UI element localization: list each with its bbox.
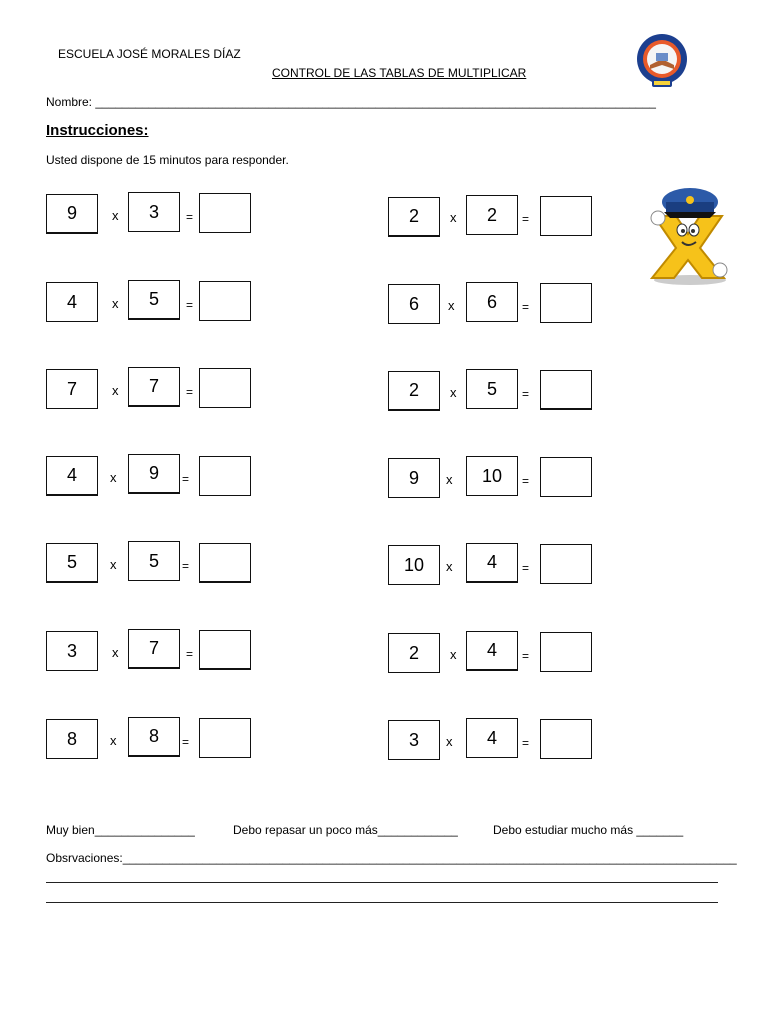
times-symbol: x — [446, 559, 453, 574]
equals-symbol: = — [522, 387, 530, 401]
factor-b: 9 — [128, 454, 180, 494]
factor-b: 4 — [466, 631, 518, 671]
answer-box[interactable] — [199, 281, 251, 321]
factor-b: 5 — [128, 280, 180, 320]
times-symbol: x — [448, 298, 455, 313]
equals-symbol: = — [182, 472, 190, 486]
equals-symbol: = — [186, 385, 194, 399]
factor-a: 6 — [388, 284, 440, 324]
observation-line — [46, 902, 718, 903]
answer-box[interactable] — [540, 544, 592, 584]
answer-box[interactable] — [199, 193, 251, 233]
answer-box[interactable] — [540, 632, 592, 672]
equals-symbol: = — [186, 298, 194, 312]
times-symbol: x — [112, 383, 119, 398]
equals-symbol: = — [522, 300, 530, 314]
answer-box[interactable] — [540, 457, 592, 497]
page-title: CONTROL DE LAS TABLAS DE MULTIPLICAR — [272, 66, 527, 80]
times-symbol: x — [450, 385, 457, 400]
answer-box[interactable] — [540, 370, 592, 410]
factor-a: 2 — [388, 197, 440, 237]
factor-b: 7 — [128, 367, 180, 407]
mascot-icon — [640, 172, 734, 286]
answer-box[interactable] — [199, 456, 251, 496]
answer-box[interactable] — [540, 283, 592, 323]
answer-box[interactable] — [199, 718, 251, 758]
factor-a: 7 — [46, 369, 98, 409]
instructions-text: Usted dispone de 15 minutos para responder. — [46, 153, 289, 167]
factor-a: 5 — [46, 543, 98, 583]
factor-a: 8 — [46, 719, 98, 759]
times-symbol: x — [110, 733, 117, 748]
answer-box[interactable] — [199, 543, 251, 583]
rating-estudiar: Debo estudiar mucho más _______ — [493, 823, 684, 837]
factor-a: 4 — [46, 456, 98, 496]
equals-symbol: = — [186, 210, 194, 224]
equals-symbol: = — [522, 561, 530, 575]
factor-b: 4 — [466, 543, 518, 583]
times-symbol: x — [450, 210, 457, 225]
factor-b: 2 — [466, 195, 518, 235]
times-symbol: x — [110, 557, 117, 572]
factor-a: 4 — [46, 282, 98, 322]
times-symbol: x — [446, 734, 453, 749]
answer-box[interactable] — [199, 630, 251, 670]
factor-b: 4 — [466, 718, 518, 758]
factor-b: 5 — [466, 369, 518, 409]
factor-b: 8 — [128, 717, 180, 757]
times-symbol: x — [450, 647, 457, 662]
factor-b: 3 — [128, 192, 180, 232]
observation-line — [46, 882, 718, 883]
times-symbol: x — [112, 296, 119, 311]
factor-a: 3 — [46, 631, 98, 671]
rating-muy-bien: Muy bien_______________ — [46, 823, 195, 837]
equals-symbol: = — [522, 736, 530, 750]
times-symbol: x — [112, 208, 119, 223]
times-symbol: x — [446, 472, 453, 487]
factor-a: 10 — [388, 545, 440, 585]
observaciones-label: Obsrvaciones:____________________________________________________________________________________________ — [46, 851, 737, 865]
equals-symbol: = — [186, 647, 194, 661]
equals-symbol: = — [522, 212, 530, 226]
name-field: Nombre: ____________________________________________________________________________________ — [46, 95, 656, 109]
equals-symbol: = — [182, 735, 190, 749]
times-symbol: x — [110, 470, 117, 485]
instructions-heading: Instrucciones: — [46, 122, 149, 139]
school-seal-icon — [636, 29, 688, 93]
rating-repasar: Debo repasar un poco más____________ — [233, 823, 458, 837]
factor-b: 5 — [128, 541, 180, 581]
times-symbol: x — [112, 645, 119, 660]
equals-symbol: = — [522, 474, 530, 488]
factor-b: 10 — [466, 456, 518, 496]
answer-box[interactable] — [199, 368, 251, 408]
factor-b: 7 — [128, 629, 180, 669]
answer-box[interactable] — [540, 719, 592, 759]
factor-a: 2 — [388, 371, 440, 411]
answer-box[interactable] — [540, 196, 592, 236]
equals-symbol: = — [522, 649, 530, 663]
factor-a: 9 — [46, 194, 98, 234]
factor-a: 9 — [388, 458, 440, 498]
factor-b: 6 — [466, 282, 518, 322]
equals-symbol: = — [182, 559, 190, 573]
school-name: ESCUELA JOSÉ MORALES DÍAZ — [58, 47, 241, 61]
factor-a: 3 — [388, 720, 440, 760]
factor-a: 2 — [388, 633, 440, 673]
